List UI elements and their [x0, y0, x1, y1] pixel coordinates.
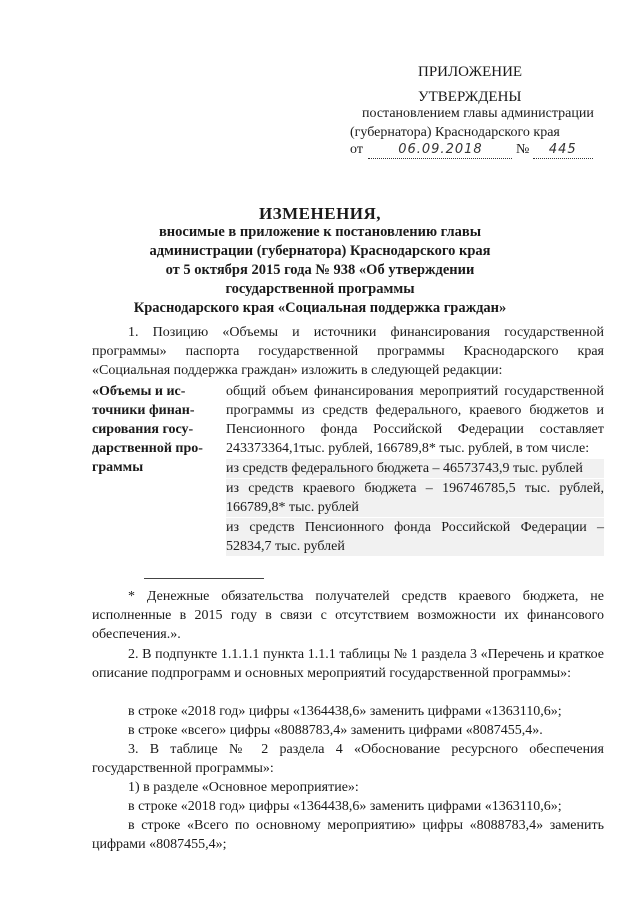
funding-regional: из средств краевого бюджета – 196746785,5 тыс. рублей, 166789,8* тыс. рублей: [226, 481, 604, 515]
paragraph-3-item-a: в строке «2018 год» цифры «1364438,6» заменить цифрами «1363110,6»;: [128, 799, 562, 814]
footnote-separator: [144, 578, 264, 579]
table-left-line: дарственной про-: [92, 441, 203, 456]
paragraph-1: 1. Позицию «Объемы и источники финансирования государственной программы» паспорта государственной программы Краснодарского края «Социальная поддержка граждан» изложить в следующей редакции:: [92, 325, 604, 378]
approval-line-2: (губернатора) Краснодарского края: [350, 125, 560, 140]
table-left-line: точники финан-: [92, 403, 195, 418]
table-left-line: граммы: [92, 460, 144, 475]
handwritten-date: 06.09.2018: [398, 142, 483, 157]
number-field: [533, 142, 593, 159]
paragraph-2-item-b: в строке «всего» цифры «8088783,4» заменить цифрами «8087455,4».: [128, 723, 543, 738]
funding-total: общий объем финансирования мероприятий государственной программы из средств федерального, краевого бюджетов и Пенсионного фонда Российской Федерации составляет 243373364,1тыс. рублей, 166789,8* тыс. рублей, в том числе:: [226, 384, 604, 456]
table-left-line: сирования госу-: [92, 422, 194, 437]
from-label: от: [350, 142, 363, 157]
handwritten-number: 445: [548, 142, 577, 157]
annex-label: ПРИЛОЖЕНИЕ: [418, 64, 523, 80]
paragraph-3-subsection-1: 1) в разделе «Основное мероприятие»:: [128, 780, 359, 795]
paragraph-2-item-a: в строке «2018 год» цифры «1364438,6» заменить цифрами «1363110,6»;: [128, 704, 562, 719]
number-label: №: [515, 142, 530, 157]
approval-line-1: постановлением главы администрации: [362, 106, 594, 121]
document-title: [0, 204, 640, 318]
table-right-column: [226, 382, 604, 557]
approval-date-line: [350, 142, 593, 159]
table-left-line: «Объемы и ис-: [92, 384, 186, 399]
paragraph-2: 2. В подпункте 1.1.1.1 пункта 1.1.1 таблицы № 1 раздела 3 «Перечень и краткое описание подпрограмм и основных мероприятий государственной программы»:: [92, 647, 604, 681]
paragraph-3-item-b: в строке «Всего по основному мероприятию» цифры «8088783,4» заменить цифрами «8087455,4»;: [92, 818, 604, 852]
approved-label: УТВЕРЖДЕНЫ: [418, 89, 522, 105]
date-field: [368, 142, 512, 159]
funding-pension: из средств Пенсионного фонда Российской Федерации – 52834,7 тыс. рублей: [226, 520, 604, 554]
title-line: администрации (губернатора) Краснодарского края: [149, 243, 491, 259]
title-line: Краснодарского края «Социальная поддержка граждан»: [133, 300, 507, 316]
paragraph-3: 3. В таблице № 2 раздела 4 «Обоснование ресурсного обеспечения государственной программы»:: [92, 742, 604, 776]
title-line: государственной программы: [225, 281, 415, 297]
funding-federal: из средств федерального бюджета – 46573743,9 тыс. рублей: [226, 459, 604, 478]
title-main: ИЗМЕНЕНИЯ,: [258, 204, 382, 223]
title-line: от 5 октября 2015 года № 938 «Об утверждении: [165, 262, 475, 278]
title-line: вносимые в приложение к постановлению главы: [158, 224, 482, 240]
table-left-column: [92, 382, 208, 477]
footnote: * Денежные обязательства получателей средств краевого бюджета, не исполненные в 2015 году в связи с отсутствием возможности их финансового обеспечения.».: [92, 589, 604, 642]
